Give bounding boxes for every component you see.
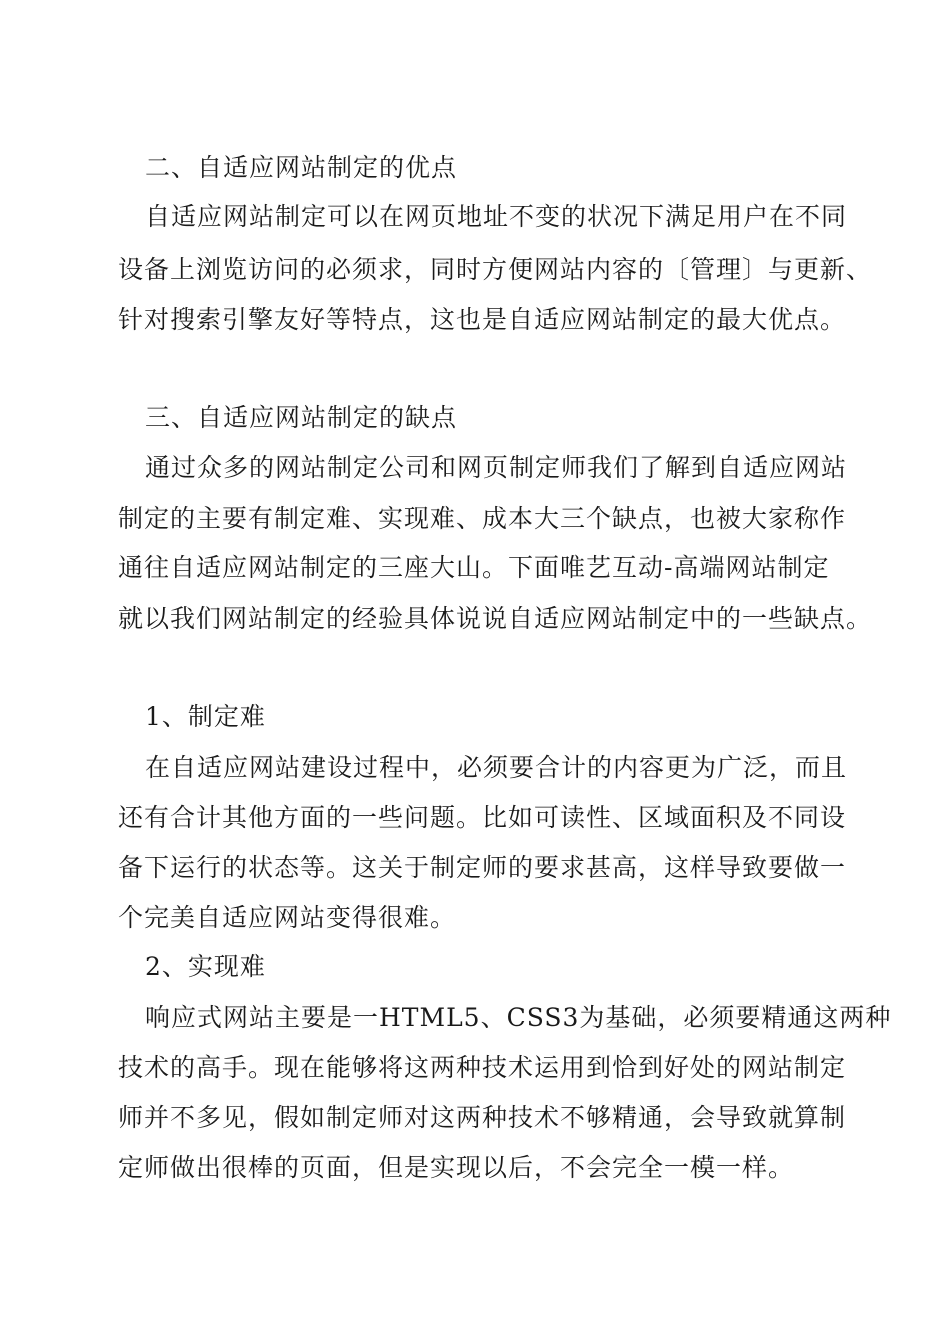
section2-line-3: 针对搜索引擎友好等特点，这也是自适应网站制定的最大优点。 xyxy=(118,305,847,334)
section2-line-1: 自适应网站制定可以在网页地址不变的状况下满足用户在不同 xyxy=(145,202,848,231)
item1-line-1: 在自适应网站建设过程中，必须要合计的内容更为广泛，而且 xyxy=(145,753,848,782)
item2-heading: 2、实现难 xyxy=(145,952,266,981)
section3-line-3: 通往自适应网站制定的三座大山。下面唯艺互动-高端网站制定 xyxy=(118,553,830,582)
section3-line-4: 就以我们网站制定的经验具体说说自适应网站制定中的一些缺点。 xyxy=(118,604,873,633)
section3-line-2: 制定的主要有制定难、实现难、成本大三个缺点，也被大家称作 xyxy=(118,504,847,533)
item2-line-1: 响应式网站主要是一HTML5、CSS3为基础，必须要精通这两种 xyxy=(145,1003,892,1032)
item2-line-2: 技术的高手。现在能够将这两种技术运用到恰到好处的网站制定 xyxy=(118,1053,847,1082)
item1-line-4: 个完美自适应网站变得很难。 xyxy=(118,903,457,932)
item1-line-2: 还有合计其他方面的一些问题。比如可读性、区域面积及不同设 xyxy=(118,803,847,832)
item1-line-3: 备下运行的状态等。这关于制定师的要求甚高，这样导致要做一 xyxy=(118,853,847,882)
section3-line-1: 通过众多的网站制定公司和网页制定师我们了解到自适应网站 xyxy=(145,453,848,482)
item1-heading: 1、制定难 xyxy=(145,702,266,731)
section2-line-2: 设备上浏览访问的必须求，同时方便网站内容的〔管理〕与更新、 xyxy=(118,255,873,284)
item2-line-3: 师并不多见，假如制定师对这两种技术不够精通，会导致就算制 xyxy=(118,1103,847,1132)
section3-heading: 三、自适应网站制定的缺点 xyxy=(145,403,458,432)
item2-line-4: 定师做出很棒的页面，但是实现以后，不会完全一模一样。 xyxy=(118,1153,795,1182)
section2-heading: 二、自适应网站制定的优点 xyxy=(145,153,458,182)
